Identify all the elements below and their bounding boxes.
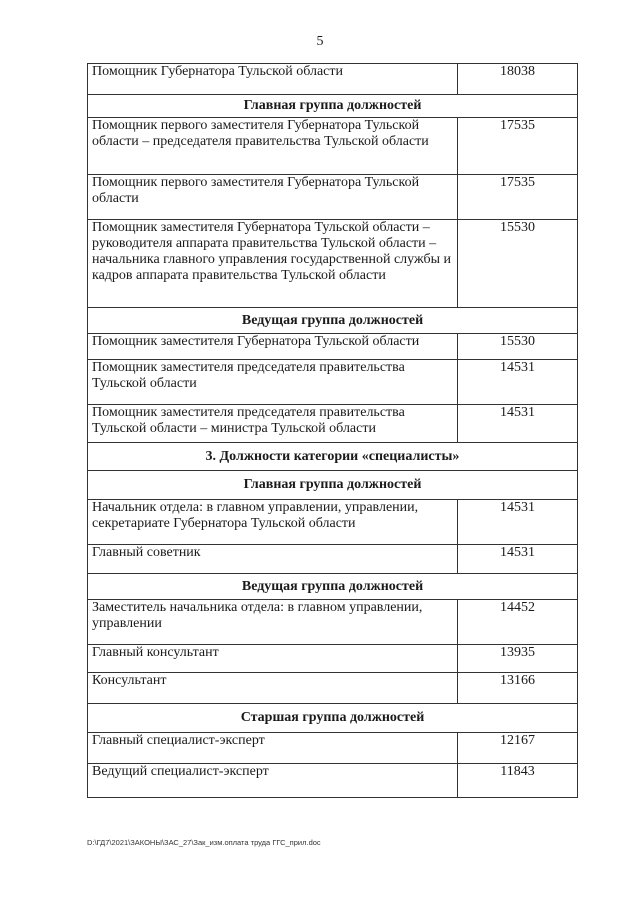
salary-table <box>87 63 578 798</box>
salary-value: 12167 <box>458 733 578 764</box>
table-row <box>88 733 578 764</box>
position-title: Ведущий специалист-эксперт <box>88 764 458 798</box>
table-row <box>88 645 578 673</box>
group-header-row <box>88 95 578 118</box>
position-title: Помощник заместителя Губернатора Тульской области <box>88 334 458 360</box>
table-row <box>88 334 578 360</box>
table-row <box>88 360 578 405</box>
salary-value: 17535 <box>458 175 578 220</box>
group-header-row <box>88 471 578 500</box>
position-title: Помощник первого заместителя Губернатора Тульской области <box>88 175 458 220</box>
position-title: Помощник заместителя председателя правительства Тульской области <box>88 360 458 405</box>
salary-value: 15530 <box>458 220 578 308</box>
group-header: Главная группа должностей <box>88 95 578 118</box>
table-row <box>88 175 578 220</box>
table-row <box>88 764 578 798</box>
salary-value: 13166 <box>458 673 578 704</box>
position-title: Начальник отдела: в главном управлении, управлении, секретариате Губернатора Тульской области <box>88 500 458 545</box>
position-title: Помощник заместителя председателя правительства Тульской области – министра Тульской области <box>88 405 458 443</box>
table-body <box>88 64 578 798</box>
salary-value: 14531 <box>458 545 578 574</box>
table-row <box>88 64 578 95</box>
position-title: Главный специалист-эксперт <box>88 733 458 764</box>
group-header-row <box>88 704 578 733</box>
table-row <box>88 220 578 308</box>
salary-value: 15530 <box>458 334 578 360</box>
salary-value: 14531 <box>458 360 578 405</box>
position-title: Помощник заместителя Губернатора Тульской области – руководителя аппарата правительства Тульской области – начальника главного управления государственной службы и кадров аппарата правительства Тульской области <box>88 220 458 308</box>
table-row <box>88 600 578 645</box>
salary-value: 17535 <box>458 118 578 175</box>
salary-value: 13935 <box>458 645 578 673</box>
salary-value: 14531 <box>458 405 578 443</box>
group-header-row <box>88 443 578 471</box>
salary-value: 14531 <box>458 500 578 545</box>
group-header-row <box>88 574 578 600</box>
salary-value: 14452 <box>458 600 578 645</box>
position-title: Главный консультант <box>88 645 458 673</box>
page-number: 5 <box>316 34 324 49</box>
position-title: Помощник Губернатора Тульской области <box>88 64 458 95</box>
position-title: Главный советник <box>88 545 458 574</box>
position-title: Заместитель начальника отдела: в главном управлении, управлении <box>88 600 458 645</box>
group-header: 3. Должности категории «специалисты» <box>88 443 578 471</box>
table-row <box>88 118 578 175</box>
table-row <box>88 545 578 574</box>
group-header-row <box>88 308 578 334</box>
position-title: Консультант <box>88 673 458 704</box>
table-row <box>88 500 578 545</box>
table-row <box>88 405 578 443</box>
salary-value: 18038 <box>458 64 578 95</box>
group-header: Ведущая группа должностей <box>88 308 578 334</box>
salary-value: 11843 <box>458 764 578 798</box>
table-row <box>88 673 578 704</box>
footer-file-path: D:\ГД7\2021\ЗАКОНЫ\ЗАС_27\Зак_изм.оплата труда ГГС_прил.doc <box>87 838 321 847</box>
position-title: Помощник первого заместителя Губернатора Тульской области – председателя правительства Тульской области <box>88 118 458 175</box>
group-header: Главная группа должностей <box>88 471 578 500</box>
group-header: Ведущая группа должностей <box>88 574 578 600</box>
group-header: Старшая группа должностей <box>88 704 578 733</box>
